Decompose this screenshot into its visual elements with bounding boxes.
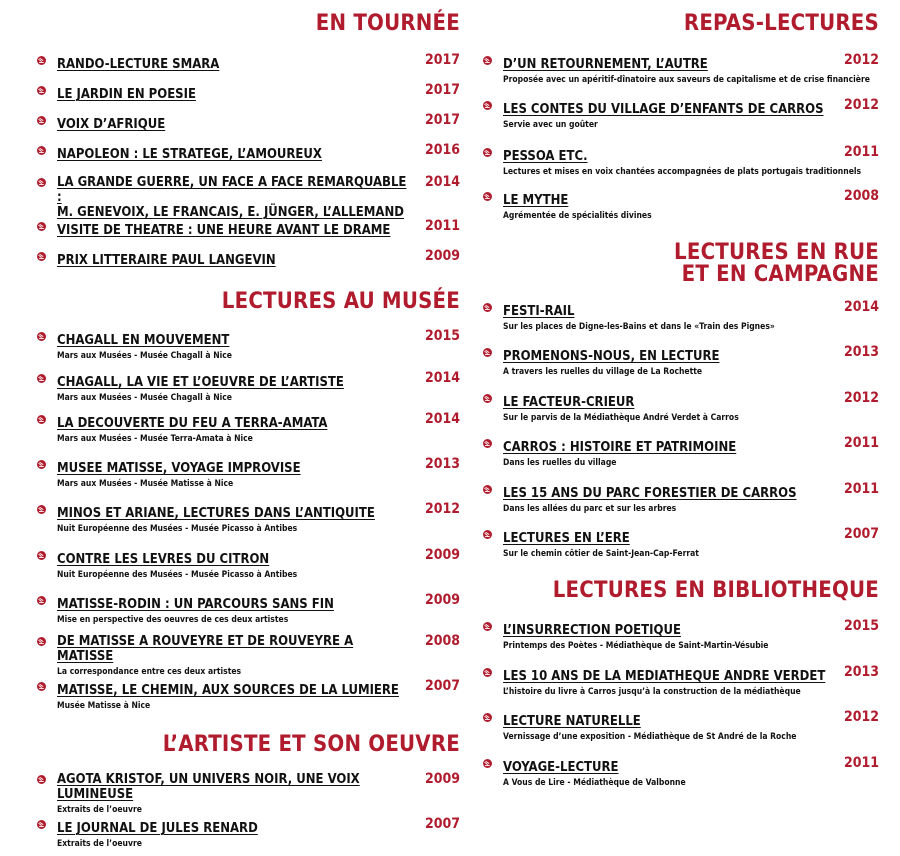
section-title: LECTURES AU MUSÉE	[221, 289, 460, 314]
bullet-icon	[37, 374, 46, 383]
list-item	[37, 593, 460, 626]
item-title: AGOTA KRISTOF, UN UNIVERS NOIR, UNE VOIX LUMINEUSE	[57, 772, 360, 802]
item-title: PESSOA ETC.	[503, 149, 588, 164]
item-subtitle: Sur le chemin côtier de Saint-Jean-Cap-Ferrat	[503, 549, 699, 559]
bullet-icon	[37, 637, 46, 646]
bullet-icon	[483, 622, 492, 631]
item-subtitle: Mars aux Musées - Musée Chagall à Nice	[57, 351, 232, 361]
section-title: LECTURES EN RUE ET EN CAMPAGNE	[674, 240, 879, 287]
bullet-icon	[483, 101, 492, 110]
item-year: 2017	[424, 82, 460, 98]
item-year: 2009	[424, 248, 460, 264]
bullet-icon	[37, 820, 46, 829]
list-item	[483, 300, 879, 333]
list-item	[483, 710, 879, 743]
bullet-icon	[483, 192, 492, 201]
item-year: 2007	[843, 526, 879, 542]
item-subtitle: Mise en perspective des oeuvres de ces deux artistes	[57, 615, 289, 625]
item-year: 2009	[424, 547, 460, 563]
item-title: LES 15 ANS DU PARC FORESTIER DE CARROS	[503, 486, 797, 501]
item-subtitle: Mars aux Musées - Musée Chagall à Nice	[57, 393, 232, 403]
item-year: 2009	[424, 592, 460, 608]
item-title: CARROS : HISTOIRE ET PATRIMOINE	[503, 440, 737, 455]
bullet-icon	[37, 415, 46, 424]
list-item	[483, 756, 879, 789]
list-item	[37, 679, 460, 712]
item-title: LE JOURNAL DE JULES RENARD	[57, 821, 258, 836]
bullet-icon	[37, 596, 46, 605]
item-year: 2013	[843, 344, 879, 360]
bullet-icon	[37, 86, 46, 95]
item-title: RANDO-LECTURE SMARA	[57, 57, 220, 72]
list-item	[37, 83, 460, 102]
item-year: 2014	[424, 174, 460, 190]
item-year: 2009	[424, 771, 460, 787]
item-subtitle: A Vous de Lire - Médiathèque de Valbonne	[503, 778, 686, 788]
item-year: 2007	[424, 816, 460, 832]
item-subtitle: Nuit Européenne des Musées - Musée Picasso à Antibes	[57, 524, 298, 534]
item-subtitle: Sur le parvis de la Médiathèque André Verdet à Carros	[503, 413, 739, 423]
list-item	[37, 249, 460, 268]
list-item	[37, 634, 460, 678]
item-subtitle: La correspondance entre ces deux artistes	[57, 667, 242, 677]
item-subtitle: Servie avec un goûter	[503, 120, 598, 130]
bullet-icon	[483, 394, 492, 403]
item-title: L’INSURRECTION POETIQUE	[503, 623, 681, 638]
item-title: VISITE DE THEATRE : UNE HEURE AVANT LE DRAME	[57, 223, 391, 238]
list-item	[483, 145, 879, 178]
list-item	[37, 502, 460, 535]
bullet-icon	[37, 460, 46, 469]
item-subtitle: Lectures et mises en voix chantées accompagnées de plats portugais traditionnels	[503, 167, 862, 177]
list-item	[37, 457, 460, 490]
list-item	[37, 817, 460, 850]
item-title: VOIX D’AFRIQUE	[57, 117, 166, 132]
item-year: 2017	[424, 52, 460, 68]
item-year: 2012	[424, 501, 460, 517]
item-year: 2014	[424, 411, 460, 427]
list-item	[37, 53, 460, 72]
item-subtitle: Printemps des Poètes - Médiathèque de Saint-Martin-Vésubie	[503, 641, 769, 651]
bullet-icon	[483, 485, 492, 494]
list-item	[37, 175, 460, 220]
item-title: LES 10 ANS DE LA MEDIATHEQUE ANDRE VERDET	[503, 669, 826, 684]
item-year: 2011	[424, 218, 460, 234]
bullet-icon	[37, 505, 46, 514]
bullet-icon	[37, 682, 46, 691]
item-year: 2012	[843, 390, 879, 406]
bullet-icon	[483, 148, 492, 157]
item-subtitle: Nuit Européenne des Musées - Musée Picasso à Antibes	[57, 570, 298, 580]
item-title: LECTURE NATURELLE	[503, 714, 641, 729]
item-title: CHAGALL, LA VIE ET L’OEUVRE DE L’ARTISTE	[57, 375, 344, 390]
item-year: 2015	[843, 618, 879, 634]
list-item	[483, 527, 879, 560]
bullet-icon	[483, 439, 492, 448]
item-year: 2008	[843, 188, 879, 204]
item-year: 2016	[424, 142, 460, 158]
item-title: PROMENONS-NOUS, EN LECTURE	[503, 349, 720, 364]
item-subtitle: Vernissage d’une exposition - Médiathèque de St André de la Roche	[503, 732, 797, 742]
section-title: EN TOURNÉE	[315, 11, 460, 36]
bullet-icon	[483, 348, 492, 357]
item-title: MATISSE-RODIN : UN PARCOURS SANS FIN	[57, 597, 334, 612]
item-subtitle: L’histoire du livre à Carros jusqu’à la construction de la médiathèque	[503, 687, 801, 697]
list-item	[483, 436, 879, 469]
item-title: CHAGALL EN MOUVEMENT	[57, 333, 230, 348]
section-title: L’ARTISTE ET SON OEUVRE	[162, 732, 460, 757]
item-year: 2012	[843, 709, 879, 725]
bullet-icon	[483, 759, 492, 768]
bullet-icon	[37, 116, 46, 125]
bullet-icon	[37, 146, 46, 155]
item-title: PRIX LITTERAIRE PAUL LANGEVIN	[57, 253, 276, 268]
list-item	[483, 482, 879, 515]
list-item	[483, 189, 879, 222]
item-subtitle: Musée Matisse à Nice	[57, 701, 151, 711]
item-year: 2017	[424, 112, 460, 128]
bullet-icon	[37, 252, 46, 261]
bullet-icon	[37, 178, 46, 187]
item-title: LES CONTES DU VILLAGE D’ENFANTS DE CARROS	[503, 102, 824, 117]
list-item	[483, 391, 879, 424]
list-item	[37, 371, 460, 404]
item-title: CONTRE LES LEVRES DU CITRON	[57, 552, 270, 567]
item-year: 2014	[424, 370, 460, 386]
item-subtitle: Proposée avec un apéritif-dînatoire aux saveurs de capitalisme et de crise financière	[503, 75, 870, 85]
list-item	[37, 113, 460, 132]
item-subtitle: Dans les ruelles du village	[503, 458, 617, 468]
item-subtitle: A travers les ruelles du village de La Rochette	[503, 367, 703, 377]
bullet-icon	[483, 530, 492, 539]
item-year: 2011	[843, 144, 879, 160]
item-title: DE MATISSE A ROUVEYRE ET DE ROUVEYRE A MATISSE	[57, 634, 354, 664]
bullet-icon	[37, 775, 46, 784]
item-year: 2011	[843, 481, 879, 497]
item-year: 2007	[424, 678, 460, 694]
list-item	[37, 143, 460, 162]
bullet-icon	[483, 56, 492, 65]
bullet-icon	[483, 668, 492, 677]
section-title: LECTURES EN BIBLIOTHEQUE	[552, 578, 879, 603]
item-subtitle: Extraits de l’oeuvre	[57, 805, 142, 815]
list-item	[37, 548, 460, 581]
item-title: LE MYTHE	[503, 193, 569, 208]
item-year: 2014	[843, 299, 879, 315]
list-item	[483, 98, 879, 131]
item-subtitle: Mars aux Musées - Musée Matisse à Nice	[57, 479, 234, 489]
list-item	[37, 772, 460, 816]
item-year: 2011	[843, 755, 879, 771]
list-item	[37, 219, 460, 238]
bullet-icon	[37, 332, 46, 341]
item-year: 2008	[424, 633, 460, 649]
bullet-icon	[483, 303, 492, 312]
list-item	[483, 345, 879, 378]
item-title: VOYAGE-LECTURE	[503, 760, 619, 775]
item-title: MINOS ET ARIANE, LECTURES DANS L’ANTIQUITE	[57, 506, 375, 521]
bullet-icon	[483, 713, 492, 722]
bullet-icon	[37, 56, 46, 65]
item-year: 2013	[843, 664, 879, 680]
bullet-icon	[37, 551, 46, 560]
item-year: 2013	[424, 456, 460, 472]
item-title: LE JARDIN EN POESIE	[57, 87, 196, 102]
section-title: REPAS-LECTURES	[683, 11, 879, 36]
item-title: LECTURES EN L’ERE	[503, 531, 630, 546]
item-title: LE FACTEUR-CRIEUR	[503, 395, 635, 410]
item-year: 2011	[843, 435, 879, 451]
list-item	[37, 329, 460, 362]
item-subtitle: Mars aux Musées - Musée Terra-Amata à Nice	[57, 434, 253, 444]
bullet-icon	[37, 222, 46, 231]
item-subtitle: Agrémentée de spécialités divines	[503, 211, 652, 221]
item-subtitle: Sur les places de Digne-les-Bains et dans le «Train des Pignes»	[503, 322, 775, 332]
item-title: NAPOLEON : LE STRATEGE, L’AMOUREUX	[57, 147, 322, 162]
item-title: FESTI-RAIL	[503, 304, 575, 319]
item-year: 2012	[843, 97, 879, 113]
item-title: MUSEE MATISSE, VOYAGE IMPROVISE	[57, 461, 301, 476]
list-item	[483, 53, 879, 86]
item-subtitle: Dans les allées du parc et sur les arbres	[503, 504, 677, 514]
list-item	[483, 665, 879, 698]
item-title: D’UN RETOURNEMENT, L’AUTRE	[503, 57, 708, 72]
item-subtitle: Extraits de l’oeuvre	[57, 839, 142, 849]
item-title: MATISSE, LE CHEMIN, AUX SOURCES DE LA LUMIERE	[57, 683, 399, 698]
item-title: LA DECOUVERTE DU FEU A TERRA-AMATA	[57, 416, 328, 431]
item-year: 2012	[843, 52, 879, 68]
item-year: 2015	[424, 328, 460, 344]
item-title: LA GRANDE GUERRE, UN FACE A FACE REMARQUABLE : M. GENEVOIX, LE FRANCAIS, E. JÜNGER, L’ALLEMAND	[57, 175, 407, 220]
list-item	[37, 412, 460, 445]
list-item	[483, 619, 879, 652]
